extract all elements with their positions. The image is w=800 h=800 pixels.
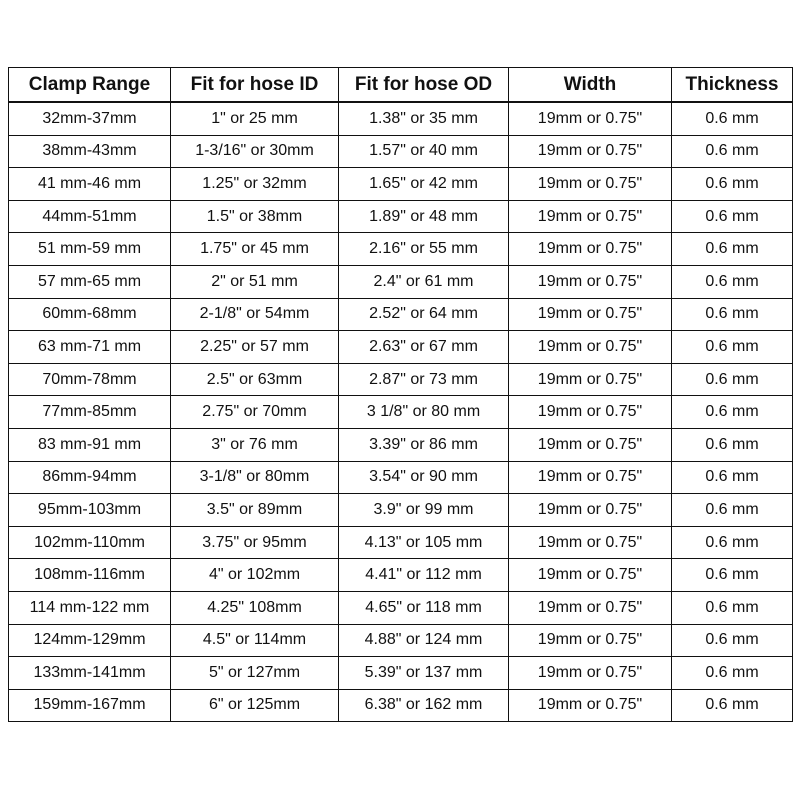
cell-width: 19mm or 0.75" [509, 331, 672, 364]
header-hose-id: Fit for hose ID [171, 68, 339, 103]
header-thickness: Thickness [672, 68, 793, 103]
cell-clamp-range: 38mm-43mm [9, 135, 171, 168]
cell-thickness: 0.6 mm [672, 298, 793, 331]
cell-hose-od: 3.54" or 90 mm [339, 461, 509, 494]
table-row [9, 428, 793, 461]
cell-width: 19mm or 0.75" [509, 102, 672, 135]
table-row [9, 168, 793, 201]
cell-thickness: 0.6 mm [672, 624, 793, 657]
clamp-spec-table [8, 67, 793, 722]
cell-hose-od: 3.39" or 86 mm [339, 428, 509, 461]
cell-hose-od: 4.65" or 118 mm [339, 591, 509, 624]
cell-thickness: 0.6 mm [672, 657, 793, 690]
table-row [9, 591, 793, 624]
cell-hose-od: 2.16" or 55 mm [339, 233, 509, 266]
cell-clamp-range: 124mm-129mm [9, 624, 171, 657]
cell-hose-id: 6" or 125mm [171, 689, 339, 722]
cell-clamp-range: 108mm-116mm [9, 559, 171, 592]
cell-hose-id: 3-1/8" or 80mm [171, 461, 339, 494]
cell-hose-od: 2.4" or 61 mm [339, 265, 509, 298]
cell-clamp-range: 159mm-167mm [9, 689, 171, 722]
cell-width: 19mm or 0.75" [509, 591, 672, 624]
cell-hose-id: 1-3/16" or 30mm [171, 135, 339, 168]
table-row [9, 657, 793, 690]
cell-hose-od: 4.88" or 124 mm [339, 624, 509, 657]
cell-hose-id: 2.5" or 63mm [171, 363, 339, 396]
cell-width: 19mm or 0.75" [509, 428, 672, 461]
cell-width: 19mm or 0.75" [509, 559, 672, 592]
cell-clamp-range: 86mm-94mm [9, 461, 171, 494]
cell-hose-od: 2.52" or 64 mm [339, 298, 509, 331]
cell-hose-od: 4.13" or 105 mm [339, 526, 509, 559]
table-row [9, 265, 793, 298]
cell-thickness: 0.6 mm [672, 331, 793, 364]
header-hose-od: Fit for hose OD [339, 68, 509, 103]
cell-clamp-range: 83 mm-91 mm [9, 428, 171, 461]
cell-hose-id: 1" or 25 mm [171, 102, 339, 135]
cell-clamp-range: 63 mm-71 mm [9, 331, 171, 364]
table-body [9, 102, 793, 722]
cell-width: 19mm or 0.75" [509, 200, 672, 233]
cell-hose-id: 1.5" or 38mm [171, 200, 339, 233]
cell-clamp-range: 60mm-68mm [9, 298, 171, 331]
header-clamp-range: Clamp Range [9, 68, 171, 103]
table-row [9, 298, 793, 331]
cell-clamp-range: 41 mm-46 mm [9, 168, 171, 201]
table-header [9, 68, 793, 103]
cell-width: 19mm or 0.75" [509, 657, 672, 690]
cell-hose-id: 1.75" or 45 mm [171, 233, 339, 266]
table-row [9, 200, 793, 233]
cell-width: 19mm or 0.75" [509, 135, 672, 168]
table-row [9, 363, 793, 396]
cell-clamp-range: 32mm-37mm [9, 102, 171, 135]
cell-hose-id: 2" or 51 mm [171, 265, 339, 298]
cell-thickness: 0.6 mm [672, 102, 793, 135]
cell-clamp-range: 102mm-110mm [9, 526, 171, 559]
table-row [9, 624, 793, 657]
cell-hose-od: 1.57" or 40 mm [339, 135, 509, 168]
cell-thickness: 0.6 mm [672, 559, 793, 592]
cell-clamp-range: 57 mm-65 mm [9, 265, 171, 298]
cell-thickness: 0.6 mm [672, 461, 793, 494]
cell-hose-id: 4.25" 108mm [171, 591, 339, 624]
cell-clamp-range: 77mm-85mm [9, 396, 171, 429]
table-row [9, 559, 793, 592]
cell-clamp-range: 70mm-78mm [9, 363, 171, 396]
cell-width: 19mm or 0.75" [509, 689, 672, 722]
cell-width: 19mm or 0.75" [509, 624, 672, 657]
table-row [9, 494, 793, 527]
cell-hose-od: 2.87" or 73 mm [339, 363, 509, 396]
header-width: Width [509, 68, 672, 103]
cell-hose-od: 6.38" or 162 mm [339, 689, 509, 722]
cell-hose-id: 5" or 127mm [171, 657, 339, 690]
table-row [9, 331, 793, 364]
cell-width: 19mm or 0.75" [509, 494, 672, 527]
cell-hose-od: 1.89" or 48 mm [339, 200, 509, 233]
cell-clamp-range: 51 mm-59 mm [9, 233, 171, 266]
cell-clamp-range: 95mm-103mm [9, 494, 171, 527]
cell-thickness: 0.6 mm [672, 168, 793, 201]
header-row [9, 68, 793, 103]
table-row [9, 461, 793, 494]
cell-hose-id: 2-1/8" or 54mm [171, 298, 339, 331]
cell-thickness: 0.6 mm [672, 396, 793, 429]
table-row [9, 233, 793, 266]
table-row [9, 102, 793, 135]
cell-hose-id: 3.5" or 89mm [171, 494, 339, 527]
cell-hose-od: 3 1/8" or 80 mm [339, 396, 509, 429]
cell-thickness: 0.6 mm [672, 494, 793, 527]
cell-width: 19mm or 0.75" [509, 363, 672, 396]
cell-thickness: 0.6 mm [672, 591, 793, 624]
cell-thickness: 0.6 mm [672, 135, 793, 168]
cell-hose-od: 3.9" or 99 mm [339, 494, 509, 527]
cell-width: 19mm or 0.75" [509, 168, 672, 201]
cell-hose-od: 1.65" or 42 mm [339, 168, 509, 201]
cell-hose-id: 4.5" or 114mm [171, 624, 339, 657]
cell-hose-od: 2.63" or 67 mm [339, 331, 509, 364]
cell-hose-od: 1.38" or 35 mm [339, 102, 509, 135]
table-row [9, 689, 793, 722]
cell-hose-id: 3.75" or 95mm [171, 526, 339, 559]
cell-thickness: 0.6 mm [672, 363, 793, 396]
cell-width: 19mm or 0.75" [509, 526, 672, 559]
cell-clamp-range: 114 mm-122 mm [9, 591, 171, 624]
cell-width: 19mm or 0.75" [509, 265, 672, 298]
table-row [9, 135, 793, 168]
cell-hose-od: 4.41" or 112 mm [339, 559, 509, 592]
cell-clamp-range: 44mm-51mm [9, 200, 171, 233]
table-row [9, 396, 793, 429]
cell-thickness: 0.6 mm [672, 265, 793, 298]
cell-hose-id: 3" or 76 mm [171, 428, 339, 461]
cell-width: 19mm or 0.75" [509, 233, 672, 266]
cell-width: 19mm or 0.75" [509, 461, 672, 494]
cell-hose-od: 5.39" or 137 mm [339, 657, 509, 690]
cell-thickness: 0.6 mm [672, 526, 793, 559]
cell-thickness: 0.6 mm [672, 428, 793, 461]
cell-hose-id: 2.75" or 70mm [171, 396, 339, 429]
cell-thickness: 0.6 mm [672, 233, 793, 266]
cell-width: 19mm or 0.75" [509, 298, 672, 331]
cell-width: 19mm or 0.75" [509, 396, 672, 429]
cell-thickness: 0.6 mm [672, 689, 793, 722]
cell-hose-id: 4" or 102mm [171, 559, 339, 592]
cell-thickness: 0.6 mm [672, 200, 793, 233]
table-row [9, 526, 793, 559]
cell-clamp-range: 133mm-141mm [9, 657, 171, 690]
cell-hose-id: 2.25" or 57 mm [171, 331, 339, 364]
cell-hose-id: 1.25" or 32mm [171, 168, 339, 201]
